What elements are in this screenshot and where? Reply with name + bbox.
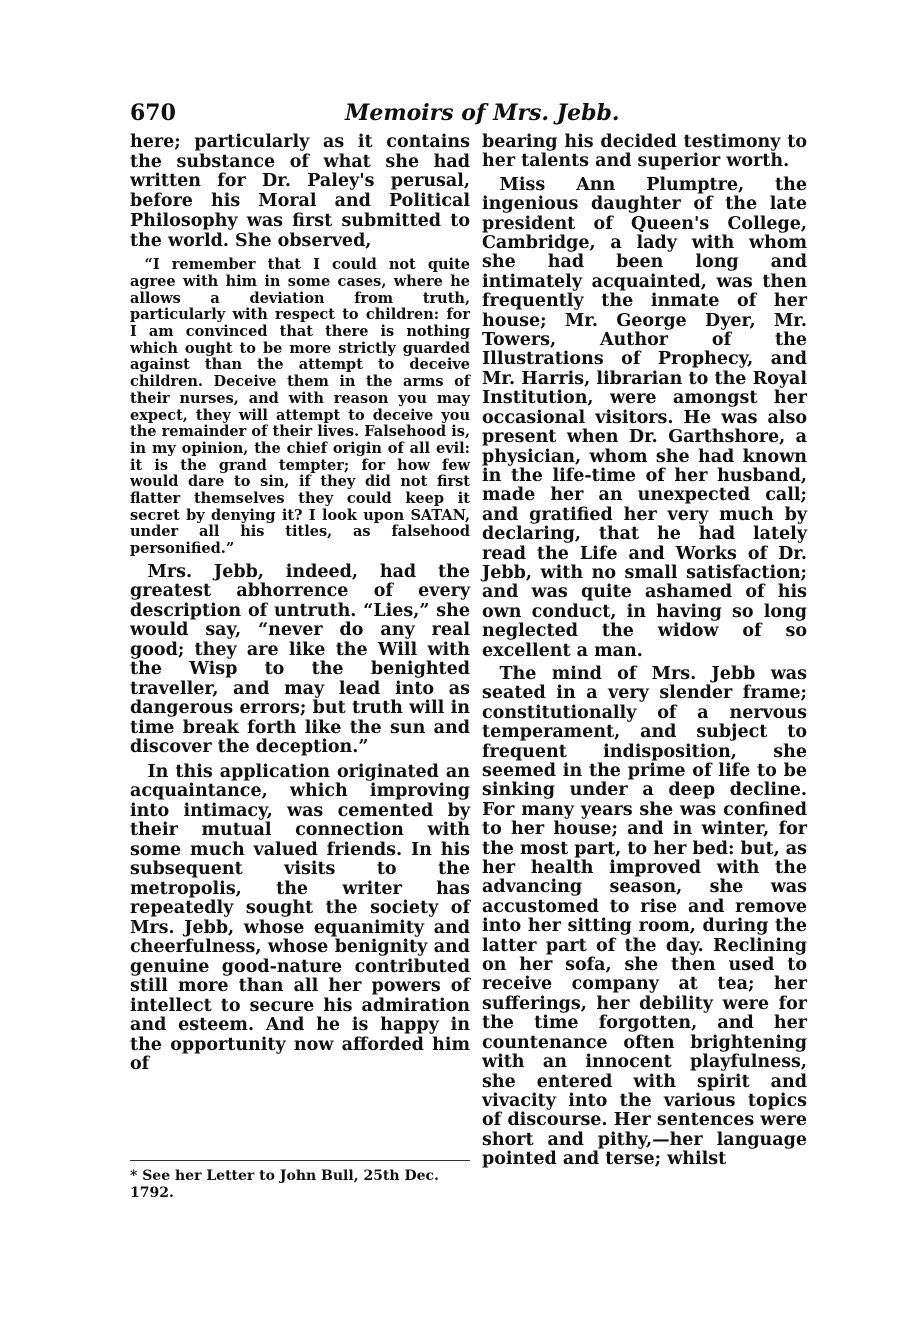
left-column (130, 133, 470, 1075)
running-title: Memoirs of Mrs. Jebb. (345, 100, 620, 126)
mind-paragraph: The mind of Mrs. Jebb was seated in a very slender frame; constitutionally of a nervous temperament, and subject to frequent indisposition, she seemed in the prime of life to be sinking under a deep decline. For many years she was confined to her house; and in winter, for the most part, to her bed: but, as her health improved with the advancing season, she was accustomed to rise and remove into her sitting room, during the latter part of the day. Reclining on her sofa, she then used to receive company at tea; her sufferings, her debility were for the time forgotten, and her countenance often brightening with an innocent playfulness, she entered with spirit and vivacity into the various topics of discourse. Her sentences were short and pithy,—her language pointed and terse; whilst (482, 663, 807, 1170)
page-number: 670 (130, 100, 176, 126)
footnote-rule (130, 1160, 470, 1161)
right-column (482, 133, 807, 1170)
block-quote: “I remember that I could not quite agree with him in some cases, where he allows a deviation from truth, particularly with respect to children: for I am convinced that there is nothing which ought to be more strictly guarded against than the attempt to deceive children. Deceive them in the arms of their nurses, and with reason you may expect, they will attempt to deceive you the remainder of their lives. Falsehood is, in my opinion, the chief origin of all evil: it is the grand tempter; for how few would dare to sin, if they did not first flatter themselves they could keep it secret by denying it? I look upon SATAN, under all his titles, as falsehood personified.” (130, 256, 470, 558)
page-header (130, 100, 790, 130)
acquaintance-paragraph: In this application originated an acquaintance, which improving into intimacy, was cemented by their mutual connection with some much valued friends. In his subsequent visits to the metropolis, the writer has repeatedly sought the society of Mrs. Jebb, whose equanimity and cheerfulness, whose benignity and genuine good-nature contributed still more than all her powers of intellect to secure his admiration and esteem. And he is happy in the opportunity now afforded him of (130, 761, 470, 1075)
untruth-paragraph: Mrs. Jebb, indeed, had the greatest abhorrence of every description of untruth. “Lies,” she would say, “never do any real good; they are like the Will with the Wisp to the benighted traveller, and may lead into as dangerous errors; but truth will in time break forth like the sun and discover the deception.” (130, 561, 470, 758)
left-intro-paragraph: here; particularly as it contains the substance of what she had written for Dr. Paley's perusal, before his Moral and Political Philosophy was first submitted to the world. She observed, (130, 132, 470, 251)
footnote: * See her Letter to John Bull, 25th Dec. 1792. (130, 1168, 439, 1201)
testimony-paragraph: bearing his decided testimony to her talents and superior worth. (482, 132, 807, 172)
visitors-paragraph: Miss Ann Plumptre, the ingenious daughter of the late president of Queen's College, Cambridge, a lady with whom she had been long and intimately acquainted, was then frequently the inmate of her house; Mr. George Dyer, Mr. Towers, Author of the Illustrations of Prophecy, and Mr. Harris, librarian to the Royal Institution, were amongst her occasional visitors. He was also present when Dr. Garthshore, a physician, whom she had known in the life-time of her husband, made her an unexpected call; and gratified her very much by declaring, that he had lately read the Life and Works of Dr. Jebb, with no small satisfaction; and was quite ashamed of his own conduct, in having so long neglected the widow of so excellent a man. (482, 174, 807, 661)
